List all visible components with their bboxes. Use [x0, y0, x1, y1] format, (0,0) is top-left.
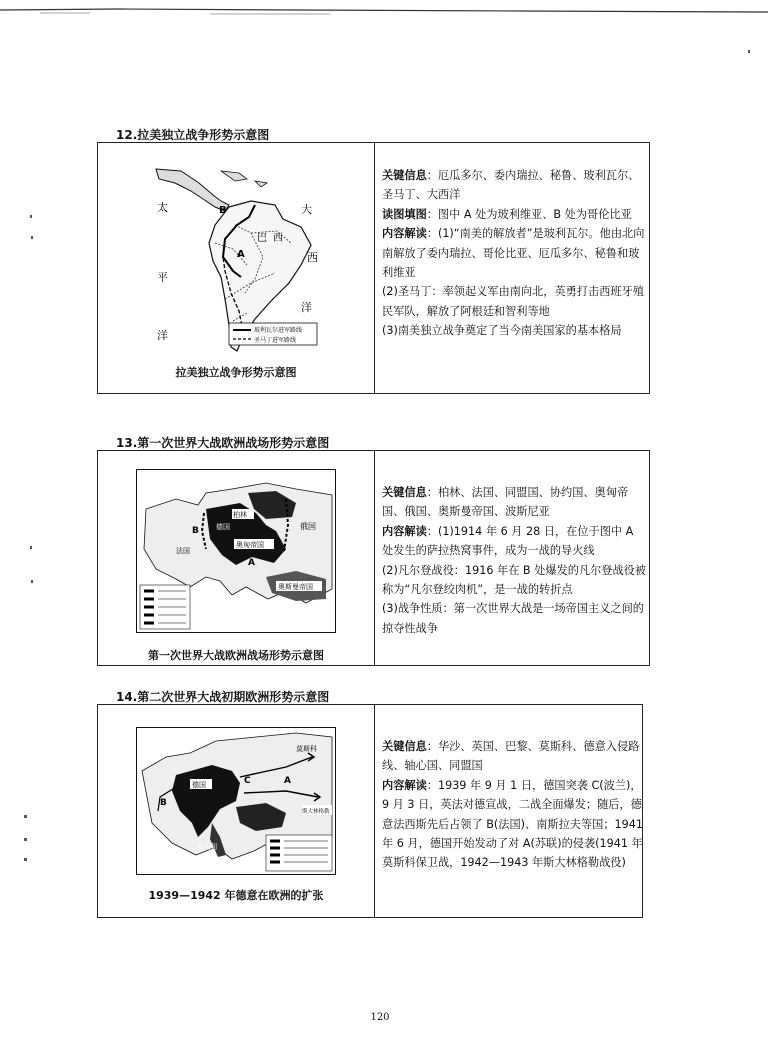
- key-info-text: ：柏林、法国、同盟国、协约国、奥匈帝国、俄国、奥斯曼帝国、波斯尼亚: [382, 486, 629, 519]
- latin-america-map: [151, 161, 321, 357]
- key-info: [382, 737, 648, 776]
- map-label: 平: [157, 271, 168, 284]
- content-paragraph: ：1939 年 9 月 1 日，德国突袭 C(波兰)，9 月 3 日，英法对德宣战，二战全面爆发；随后，德意法西斯先后占领了 B(法国)、南斯拉夫等国；1941 年 6 月，德国开始发动了对 A(苏联)的侵袭(1941 年莫斯科保卫战，1942—1943 年斯大林格勒战役): [382, 778, 643, 870]
- scan-speck: [30, 546, 32, 549]
- key-info-label: 关键信息: [382, 486, 427, 499]
- scan-speck: [748, 50, 750, 53]
- key-info-label: 关键信息: [382, 740, 427, 753]
- map-caption: 1939—1942 年德意在欧洲的扩张: [148, 889, 324, 902]
- map-label: 太: [157, 201, 168, 214]
- map-label: B: [219, 205, 227, 216]
- scan-edge-line: [0, 4, 768, 18]
- section-title: 14.第二次世界大战初期欧洲形势示意图: [116, 690, 330, 704]
- map-cell: [98, 705, 374, 917]
- legend-label: 玻利瓦尔进军路线: [254, 327, 303, 334]
- scan-speck: [31, 580, 33, 583]
- map-caption: 第一次世界大战欧洲战场形势示意图: [148, 649, 324, 662]
- map-label: 柏林: [233, 511, 247, 519]
- section-title: 12.拉美独立战争形势示意图: [116, 128, 270, 142]
- read-fill: [382, 205, 648, 224]
- map-cell: [98, 451, 374, 665]
- map-label: B: [192, 526, 199, 536]
- content-paragraph: (2)圣马丁：率领起义军由南向北，英勇打击西班牙殖民军队，解放了阿根廷和智利等地: [382, 285, 644, 318]
- column-divider: [374, 451, 375, 665]
- map-label: 莫斯科: [296, 745, 317, 753]
- map-label: 奥斯曼帝国: [278, 583, 313, 591]
- read-fill-label: 读图填图: [382, 207, 427, 221]
- map-cell: [98, 143, 374, 393]
- content-interpretation: [382, 522, 648, 561]
- map-label: 德国: [216, 523, 230, 531]
- key-info-text: ：厄瓜多尔、委内瑞拉、秘鲁、玻利瓦尔、圣马丁、大西洋: [382, 169, 640, 202]
- info-table: [97, 704, 643, 918]
- key-info: [382, 483, 648, 522]
- content-paragraph: ：(1)“南美的解放者”是玻利瓦尔。他由北向南解放了委内瑞拉、哥伦比亚、厄瓜多尔、秘鲁和玻利维亚: [382, 227, 645, 280]
- section-latin-america: [97, 126, 645, 396]
- map-label: 洋: [301, 301, 312, 314]
- map-label: 俄国: [300, 522, 316, 531]
- legend-label: 圣马丁进军路线: [254, 337, 297, 344]
- info-table: [97, 450, 650, 666]
- scan-speck: [24, 858, 27, 861]
- column-divider: [374, 705, 375, 917]
- text-cell: [382, 166, 648, 341]
- map-label: 斯大林格勒: [302, 809, 330, 815]
- content-interpretation: [382, 776, 648, 873]
- key-info-text: ：华沙、英国、巴黎、莫斯科、德意入侵路线、轴心国、同盟国: [382, 740, 640, 773]
- ww2-europe-map: [136, 727, 336, 875]
- read-fill-text: ：图中 A 处为玻利维亚、B 处为哥伦比亚: [426, 207, 632, 221]
- map-label: 德国: [192, 781, 206, 789]
- content-paragraph: (3)南美独立战争奠定了当今南美国家的基本格局: [382, 324, 622, 338]
- content-label: 内容解读: [382, 524, 427, 538]
- map-label: 法国: [176, 547, 190, 555]
- scan-speck: [24, 815, 27, 818]
- map-label: A: [284, 776, 291, 786]
- map-label: 大: [301, 203, 312, 216]
- page-number: 120: [370, 1012, 390, 1023]
- scan-speck: [31, 236, 33, 239]
- content-paragraph: (3)战争性质：第一次世界大战是一场帝国主义之间的掠夺性战争: [382, 602, 644, 635]
- section-title: 13.第一次世界大战欧洲战场形势示意图: [116, 436, 330, 450]
- map-label: A: [237, 249, 245, 260]
- content-interpretation: [382, 224, 648, 282]
- map-label: 巴: [257, 233, 267, 244]
- text-cell: [382, 737, 648, 873]
- map-label: C: [244, 776, 251, 786]
- section-ww2: [97, 688, 642, 920]
- map-label: A: [248, 558, 255, 568]
- map-label: 洋: [157, 329, 168, 342]
- section-ww1: [97, 434, 647, 668]
- map-label: 西: [273, 233, 283, 244]
- content-paragraph: (2)凡尔登战役：1916 年在 B 处爆发的凡尔登战役被称为“凡尔登绞肉机”，是一战的转折点: [382, 563, 647, 597]
- key-info: [382, 166, 648, 205]
- content-label: 内容解读: [382, 778, 427, 792]
- key-info-label: 关键信息: [382, 169, 427, 182]
- scan-speck: [24, 838, 27, 841]
- info-table: [97, 142, 650, 394]
- map-label: 奥匈帝国: [236, 541, 264, 549]
- map-label: B: [160, 798, 167, 808]
- content-label: 内容解读: [382, 227, 427, 241]
- map-label: 意大利: [196, 843, 217, 851]
- column-divider: [374, 143, 375, 393]
- ww1-europe-map: [136, 469, 336, 633]
- map-label: 西: [307, 251, 318, 264]
- map-caption: 拉美独立战争形势示意图: [175, 366, 297, 379]
- text-cell: [382, 483, 648, 638]
- scan-speck: [30, 215, 32, 218]
- content-paragraph: ：(1)1914 年 6 月 28 日，在位于图中 A 处发生的萨拉热窝事件，成为一战的导火线: [382, 524, 634, 558]
